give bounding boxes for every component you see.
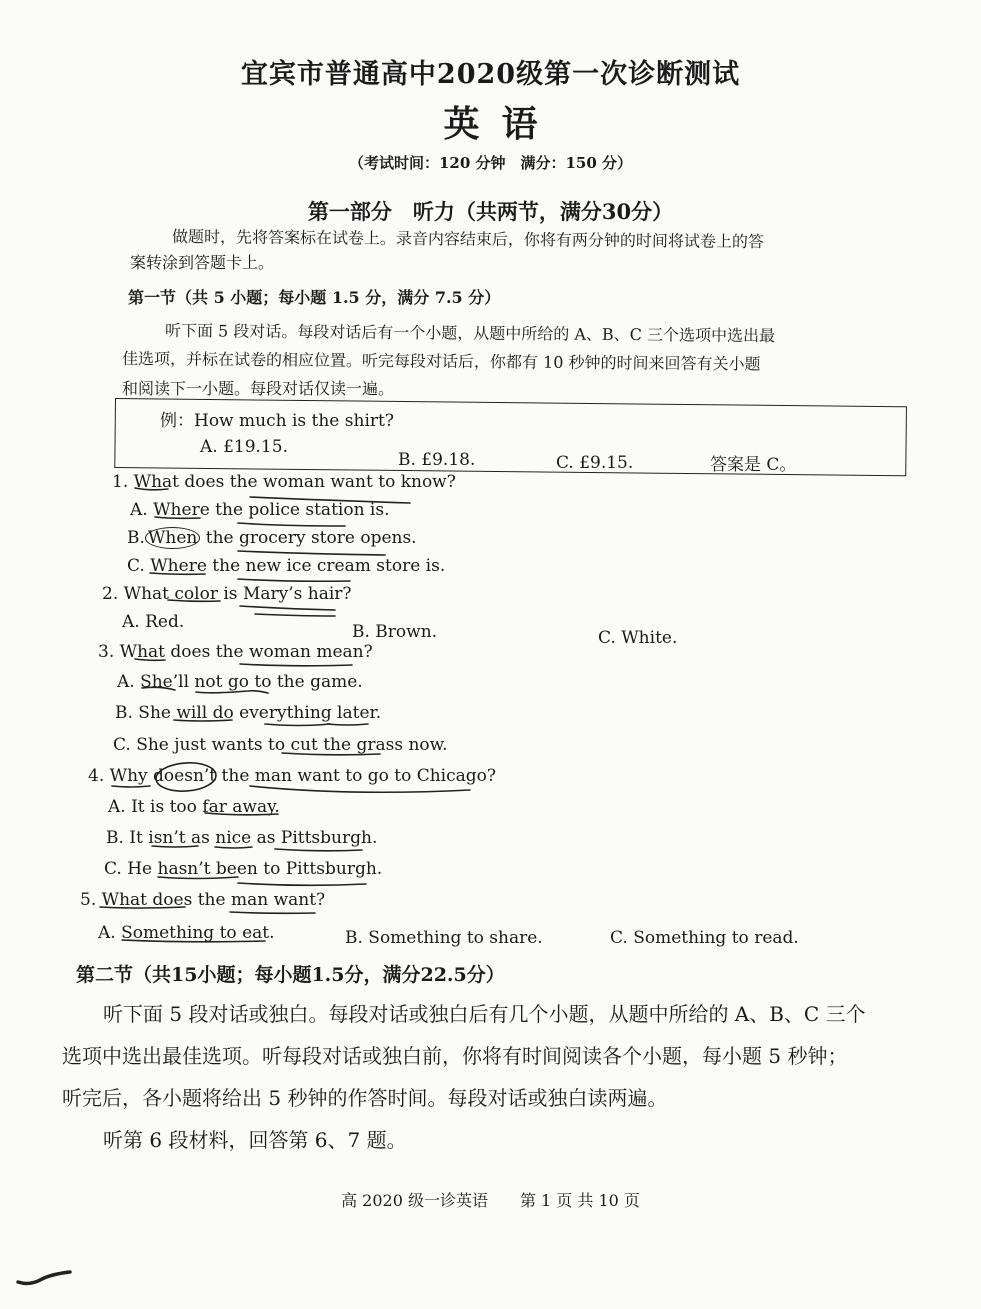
underline-mark [135,488,168,490]
question-2-option-a: A. Red. [122,612,185,632]
question-4: 4. Why doesn’t the man want to go to Chicago? [88,766,497,786]
example-option-a: A. £19.15. [200,437,288,457]
section2-instr-line2: 选项中选出最佳选项。听每段对话或独白前，你将有时间阅读各个小题，每小题 5 秒钟； [62,1044,848,1068]
underline-mark [240,606,335,610]
underline-mark [112,786,150,787]
underline-mark [327,724,368,725]
underline-mark [250,786,470,792]
circled-word: When [145,527,200,549]
underline-mark [275,849,362,851]
example-question: 例：How much is the shirt? [160,411,394,431]
question-3-option-c: C. She just wants to cut the grass now. [113,735,448,755]
example-option-b: B. £9.18. [398,450,476,470]
section1-heading: 第一节（共 5 小题；每小题 1.5 分，满分 7.5 分） [128,288,501,307]
question-1-option-c: C. Where the new ice cream store is. [127,556,446,576]
underline-mark [100,907,185,908]
section1-instr-line1: 听下面 5 段对话。每段对话后有一个小题，从题中所给的 A、B、C 三个选项中选出最 [164,321,776,346]
underline-mark [238,551,385,555]
underline-mark [238,523,345,526]
question-5-option-b: B. Something to share. [345,928,543,948]
question-4-option-a: A. It is too far away. [108,797,280,817]
underline-mark [250,497,410,503]
question-5-option-c: C. Something to read. [610,928,799,948]
question-1: 1. What does the woman want to know? [112,472,456,492]
underline-mark [238,883,366,885]
exam-title: 宜宾市普通高中2020级第一次诊断测试 [240,59,741,90]
underline-mark [238,579,350,581]
question-2: 2. What color is Mary’s hair? [102,584,352,604]
section1-instr-line2: 佳选项，并标在试卷的相应位置。听完每段对话后，你都有 10 秒钟的时间来回答有关小题 [121,349,761,374]
section2-instr-line3: 听完后，各小题将给出 5 秒钟的作答时间。每段对话或独白读两遍。 [62,1086,668,1110]
underline-mark [230,912,315,913]
underline-mark [265,724,330,726]
exam-info: （考试时间：120 分钟 满分：150 分） [348,154,633,172]
underline-mark [152,846,198,847]
section2-instr-line4: 听第 6 段材料，回答第 6、7 题。 [103,1128,407,1152]
question-2-option-c: C. White. [598,628,678,648]
underline-mark [122,940,265,942]
underline-mark [215,847,252,848]
page-footer: 高 2020 级一诊英语 第 1 页 共 10 页 [341,1191,640,1210]
question-1-option-a: A. Where the police station is. [130,500,390,520]
underline-mark [142,687,175,690]
question-4-option-b: B. It isn’t as nice as Pittsburgh. [106,828,378,848]
underline-mark [135,659,165,660]
question-3-option-b: B. She will do everything later. [115,703,382,723]
question-5-option-a: A. Something to eat. [98,923,275,943]
underline-mark [205,813,278,815]
underline-mark [155,517,200,518]
subject-title: 英语 [443,103,560,145]
underline-mark [255,614,335,616]
part1-intro-line2: 案转涂到答题卡上。 [130,253,275,272]
circle-mark [155,761,217,793]
underline-mark [174,720,232,721]
underline-mark [240,664,352,666]
part1-heading: 第一部分 听力（共两节，满分30分） [307,199,674,224]
question-3-option-a: A. She’ll not go to the game. [117,672,363,692]
part1-intro-line1: 做题时，先将答案标在试卷上。录音内容结束后，你将有两分钟的时间将试卷上的答 [171,227,765,252]
question-2-option-b: B. Brown. [352,622,438,642]
section2-heading: 第二节（共15小题；每小题1.5分，满分22.5分） [76,964,505,986]
question-4-option-c: C. He hasn’t been to Pittsburgh. [104,859,383,879]
underline-mark [168,600,220,601]
underline-mark [150,573,205,574]
question-5: 5. What does the man want? [80,890,326,910]
question-1-option-b: B. When the grocery store opens. [127,528,417,548]
section1-instr-line3: 和阅读下一小题。每段对话仅读一遍。 [122,379,395,398]
example-option-c: C. £9.15. [556,453,634,473]
section2-instr-line1: 听下面 5 段对话或独白。每段对话或独白后有几个小题，从题中所给的 A、B、C 三个 [103,1002,866,1026]
question-3: 3. What does the woman mean? [98,642,373,662]
underline-mark [282,753,380,755]
example-answer: 答案是 C。 [710,455,797,475]
scribble-mark [18,1272,70,1283]
underline-mark [196,691,268,693]
underline-mark [158,877,238,879]
